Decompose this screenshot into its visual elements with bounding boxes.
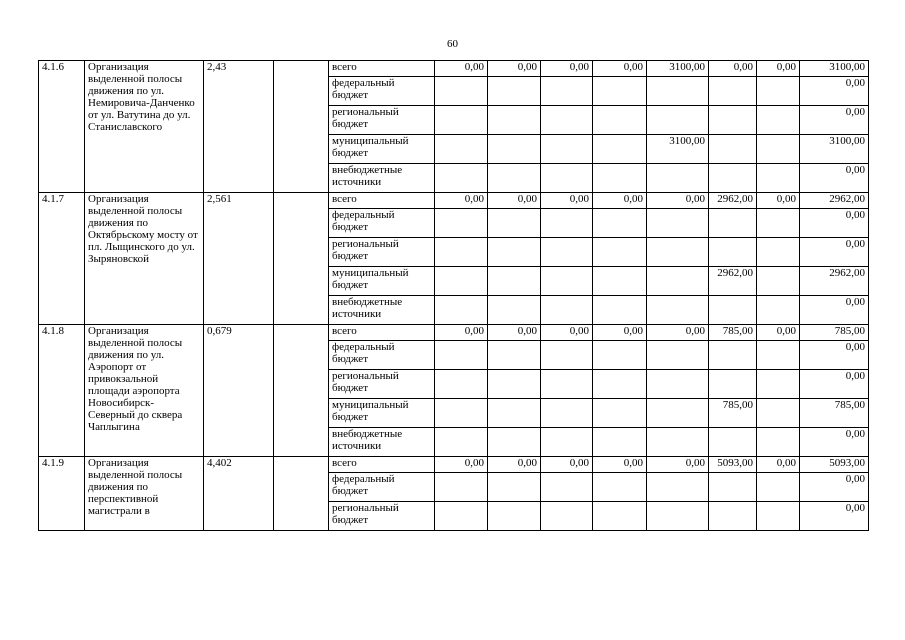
- value-cell: [435, 238, 488, 267]
- value-cell: [488, 77, 541, 106]
- value-cell: [709, 428, 757, 457]
- value-cell: 0,00: [541, 325, 593, 341]
- value-cell: 0,00: [757, 61, 800, 77]
- value-cell: [488, 341, 541, 370]
- value-cell: [593, 164, 647, 193]
- value-cell: 0,00: [647, 193, 709, 209]
- value-cell: 2962,00: [800, 267, 869, 296]
- value-cell: [647, 77, 709, 106]
- item-name: Организация выделенной полосы движения по Октябрьскому мосту от пл. Лыщинского до ул. Зыряновской: [85, 193, 204, 325]
- value-cell: [757, 164, 800, 193]
- value-cell: [593, 341, 647, 370]
- value-cell: [488, 164, 541, 193]
- item-blank-cell: [274, 457, 329, 531]
- value-cell: 0,00: [593, 193, 647, 209]
- value-cell: 5093,00: [709, 457, 757, 473]
- value-cell: 0,00: [593, 61, 647, 77]
- item-code: 4.1.6: [39, 61, 85, 193]
- value-cell: [541, 502, 593, 531]
- value-cell: [709, 473, 757, 502]
- value-cell: [647, 370, 709, 399]
- item-length: 0,679: [204, 325, 274, 457]
- table-row-total: [39, 325, 869, 341]
- page-number: 60: [447, 38, 458, 50]
- value-cell: [488, 428, 541, 457]
- value-cell: 0,00: [435, 61, 488, 77]
- value-cell: 0,00: [800, 370, 869, 399]
- item-blank-cell: [274, 61, 329, 193]
- source-label-regional: региональный бюджет: [329, 370, 435, 399]
- source-label-extra: внебюджетные источники: [329, 296, 435, 325]
- value-cell: [593, 502, 647, 531]
- value-cell: [709, 502, 757, 531]
- value-cell: [647, 399, 709, 428]
- value-cell: [435, 77, 488, 106]
- value-cell: [593, 238, 647, 267]
- value-cell: 785,00: [709, 325, 757, 341]
- value-cell: [709, 106, 757, 135]
- funding-table: [38, 60, 869, 531]
- value-cell: [709, 135, 757, 164]
- value-cell: [435, 267, 488, 296]
- value-cell: [541, 370, 593, 399]
- value-cell: [488, 473, 541, 502]
- value-cell: [593, 106, 647, 135]
- value-cell: [541, 77, 593, 106]
- value-cell: 0,00: [435, 193, 488, 209]
- source-label-federal: федеральный бюджет: [329, 209, 435, 238]
- value-cell: [709, 77, 757, 106]
- value-cell: [757, 399, 800, 428]
- value-cell: 0,00: [757, 193, 800, 209]
- source-label-federal: федеральный бюджет: [329, 341, 435, 370]
- value-cell: [488, 370, 541, 399]
- value-cell: 0,00: [757, 457, 800, 473]
- value-cell: [541, 267, 593, 296]
- value-cell: 0,00: [435, 457, 488, 473]
- table-row-total: [39, 61, 869, 77]
- value-cell: [757, 370, 800, 399]
- value-cell: [488, 502, 541, 531]
- value-cell: 0,00: [800, 428, 869, 457]
- value-cell: 3100,00: [800, 61, 869, 77]
- value-cell: 0,00: [757, 325, 800, 341]
- value-cell: 0,00: [800, 209, 869, 238]
- value-cell: 0,00: [800, 164, 869, 193]
- value-cell: [435, 135, 488, 164]
- value-cell: [757, 209, 800, 238]
- value-cell: [488, 296, 541, 325]
- value-cell: [541, 209, 593, 238]
- value-cell: 0,00: [541, 457, 593, 473]
- value-cell: 0,00: [488, 193, 541, 209]
- value-cell: [593, 77, 647, 106]
- value-cell: 0,00: [800, 77, 869, 106]
- value-cell: 3100,00: [647, 135, 709, 164]
- value-cell: [435, 428, 488, 457]
- value-cell: [435, 399, 488, 428]
- value-cell: 2962,00: [709, 267, 757, 296]
- value-cell: [488, 238, 541, 267]
- value-cell: 0,00: [488, 457, 541, 473]
- value-cell: 2962,00: [800, 193, 869, 209]
- value-cell: [757, 473, 800, 502]
- value-cell: [647, 209, 709, 238]
- source-label-total: всего: [329, 325, 435, 341]
- value-cell: [593, 399, 647, 428]
- value-cell: [435, 473, 488, 502]
- item-length: 2,561: [204, 193, 274, 325]
- value-cell: [757, 135, 800, 164]
- value-cell: 0,00: [800, 296, 869, 325]
- value-cell: [593, 296, 647, 325]
- value-cell: [488, 209, 541, 238]
- value-cell: [541, 428, 593, 457]
- value-cell: [757, 341, 800, 370]
- value-cell: [647, 473, 709, 502]
- item-name: Организация выделенной полосы движения по ул. Аэропорт от привокзальной площади аэропорта Новосибирск-Северный до сквера Чаплыгина: [85, 325, 204, 457]
- value-cell: [647, 341, 709, 370]
- value-cell: [488, 267, 541, 296]
- value-cell: 0,00: [800, 341, 869, 370]
- source-label-municipal: муниципальный бюджет: [329, 399, 435, 428]
- value-cell: [647, 267, 709, 296]
- value-cell: [709, 370, 757, 399]
- value-cell: 0,00: [647, 457, 709, 473]
- source-label-municipal: муниципальный бюджет: [329, 267, 435, 296]
- value-cell: 785,00: [800, 399, 869, 428]
- value-cell: [435, 164, 488, 193]
- item-length: 4,402: [204, 457, 274, 531]
- source-label-extra: внебюджетные источники: [329, 164, 435, 193]
- value-cell: 0,00: [800, 238, 869, 267]
- value-cell: [435, 296, 488, 325]
- source-label-regional: региональный бюджет: [329, 502, 435, 531]
- source-label-federal: федеральный бюджет: [329, 473, 435, 502]
- value-cell: [593, 209, 647, 238]
- value-cell: [541, 238, 593, 267]
- item-blank-cell: [274, 325, 329, 457]
- value-cell: 0,00: [800, 502, 869, 531]
- source-label-extra: внебюджетные источники: [329, 428, 435, 457]
- table-row-total: [39, 193, 869, 209]
- value-cell: [593, 370, 647, 399]
- source-label-federal: федеральный бюджет: [329, 77, 435, 106]
- source-label-total: всего: [329, 193, 435, 209]
- value-cell: [647, 164, 709, 193]
- value-cell: 0,00: [593, 325, 647, 341]
- value-cell: 0,00: [541, 193, 593, 209]
- item-length: 2,43: [204, 61, 274, 193]
- value-cell: [541, 164, 593, 193]
- value-cell: 0,00: [488, 61, 541, 77]
- item-name: Организация выделенной полосы движения по ул. Немировича-Данченко от ул. Ватутина до ул. Станиславского: [85, 61, 204, 193]
- value-cell: 0,00: [593, 457, 647, 473]
- value-cell: [709, 238, 757, 267]
- value-cell: [541, 106, 593, 135]
- value-cell: [435, 341, 488, 370]
- value-cell: [709, 164, 757, 193]
- item-code: 4.1.7: [39, 193, 85, 325]
- value-cell: [709, 341, 757, 370]
- value-cell: [593, 135, 647, 164]
- value-cell: [709, 296, 757, 325]
- value-cell: [541, 399, 593, 428]
- value-cell: [541, 135, 593, 164]
- value-cell: 0,00: [488, 325, 541, 341]
- item-code: 4.1.9: [39, 457, 85, 531]
- value-cell: [757, 502, 800, 531]
- value-cell: [593, 428, 647, 457]
- value-cell: [757, 267, 800, 296]
- table-row-total: [39, 457, 869, 473]
- value-cell: [593, 473, 647, 502]
- value-cell: 0,00: [800, 473, 869, 502]
- value-cell: [541, 341, 593, 370]
- value-cell: 0,00: [541, 61, 593, 77]
- value-cell: [435, 502, 488, 531]
- value-cell: [488, 399, 541, 428]
- value-cell: [488, 106, 541, 135]
- value-cell: 3100,00: [647, 61, 709, 77]
- value-cell: 0,00: [647, 325, 709, 341]
- value-cell: [541, 473, 593, 502]
- value-cell: 0,00: [800, 106, 869, 135]
- value-cell: 2962,00: [709, 193, 757, 209]
- value-cell: [647, 238, 709, 267]
- value-cell: [488, 135, 541, 164]
- item-name: Организация выделенной полосы движения по перспективной магистрали в: [85, 457, 204, 531]
- value-cell: 5093,00: [800, 457, 869, 473]
- source-label-regional: региональный бюджет: [329, 238, 435, 267]
- value-cell: [647, 502, 709, 531]
- value-cell: [435, 209, 488, 238]
- value-cell: [647, 428, 709, 457]
- value-cell: [709, 209, 757, 238]
- value-cell: 3100,00: [800, 135, 869, 164]
- value-cell: [647, 296, 709, 325]
- value-cell: [647, 106, 709, 135]
- value-cell: 785,00: [709, 399, 757, 428]
- value-cell: [757, 77, 800, 106]
- value-cell: [757, 106, 800, 135]
- value-cell: [541, 296, 593, 325]
- value-cell: [435, 106, 488, 135]
- value-cell: [757, 296, 800, 325]
- value-cell: 785,00: [800, 325, 869, 341]
- source-label-municipal: муниципальный бюджет: [329, 135, 435, 164]
- source-label-total: всего: [329, 61, 435, 77]
- value-cell: 0,00: [435, 325, 488, 341]
- item-code: 4.1.8: [39, 325, 85, 457]
- value-cell: [757, 428, 800, 457]
- source-label-total: всего: [329, 457, 435, 473]
- source-label-regional: региональный бюджет: [329, 106, 435, 135]
- item-blank-cell: [274, 193, 329, 325]
- value-cell: [757, 238, 800, 267]
- value-cell: 0,00: [709, 61, 757, 77]
- value-cell: [593, 267, 647, 296]
- value-cell: [435, 370, 488, 399]
